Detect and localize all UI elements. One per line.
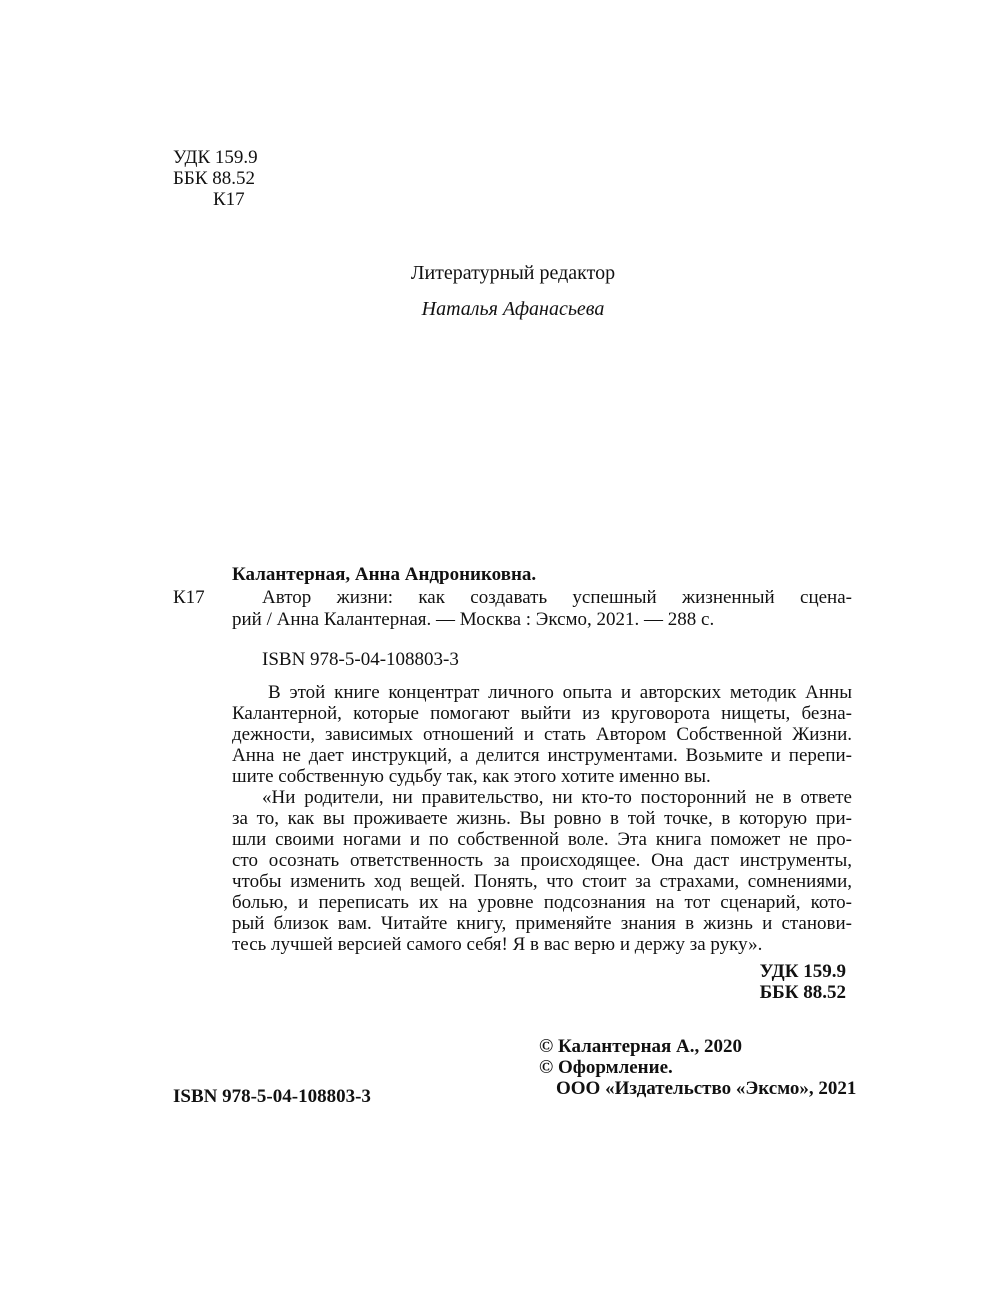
bbk-code: ББК 88.52 xyxy=(173,168,255,189)
annotation-line: чтобы изменить ход вещей. Понять, что стоит за страхами, сомнениями, xyxy=(232,871,852,892)
annotation-line: тесь лучшей версией самого себя! Я в вас верю и держу за руку». xyxy=(232,934,763,955)
copyright-design: © Оформление. xyxy=(539,1057,673,1078)
annotation-line: рый близок вам. Читайте книгу, применяйте знания в жизнь и станови- xyxy=(232,913,852,934)
annotation-line: Калантерной, которые помогают выйти из круговорота нищеты, безна- xyxy=(232,703,852,724)
annotation-line: дежности, зависимых отношений и стать Автором Собственной Жизни. xyxy=(232,724,852,745)
annotation-line: В этой книге концентрат личного опыта и авторских методик Анны xyxy=(268,682,852,703)
annotation-line: болью, и переписать их на уровне подсознания на тот сценарий, кото- xyxy=(232,892,852,913)
annotation-line: Анна не дает инструкций, а делится инструментами. Возьмите и перепи- xyxy=(232,745,852,766)
copyright-author: © Калантерная А., 2020 xyxy=(539,1036,743,1057)
annotation-line: шите собственную судьбу так, как этого хотите именно вы. xyxy=(232,766,711,787)
annotation-line: шли своими ногами и по собственной воле. Эта книга поможет не про- xyxy=(232,829,852,850)
annotation-line: сто осознать ответственность за происходящее. Она даст инструменты, xyxy=(232,850,852,871)
udk-code: УДК 159.9 xyxy=(173,147,258,168)
record-author-mark: К17 xyxy=(173,587,205,608)
record-isbn: ISBN 978-5-04-108803-3 xyxy=(262,649,459,670)
record-title-line-1: Автор жизни: как создавать успешный жизненный сцена- xyxy=(262,587,852,608)
record-heading: Калантерная, Анна Андрониковна. xyxy=(232,564,537,585)
author-mark: К17 xyxy=(213,189,245,210)
editor-name: Наталья Афанасьева xyxy=(421,298,605,320)
bottom-bbk-code: ББК 88.52 xyxy=(759,982,846,1003)
editor-label: Литературный редактор xyxy=(410,262,616,284)
annotation-line: за то, как вы проживаете жизнь. Вы ровно в той точке, в которую при- xyxy=(232,808,852,829)
record-title-line-2: рий / Анна Калантерная. — Москва : Эксмо, 2021. — 288 с. xyxy=(232,609,715,630)
annotation-line: «Ни родители, ни правительство, ни кто-то посторонний не в ответе xyxy=(262,787,852,808)
bottom-udk-code: УДК 159.9 xyxy=(759,961,846,982)
copyright-publisher: ООО «Издательство «Эксмо», 2021 xyxy=(556,1078,857,1099)
footer-isbn: ISBN 978-5-04-108803-3 xyxy=(173,1086,371,1107)
